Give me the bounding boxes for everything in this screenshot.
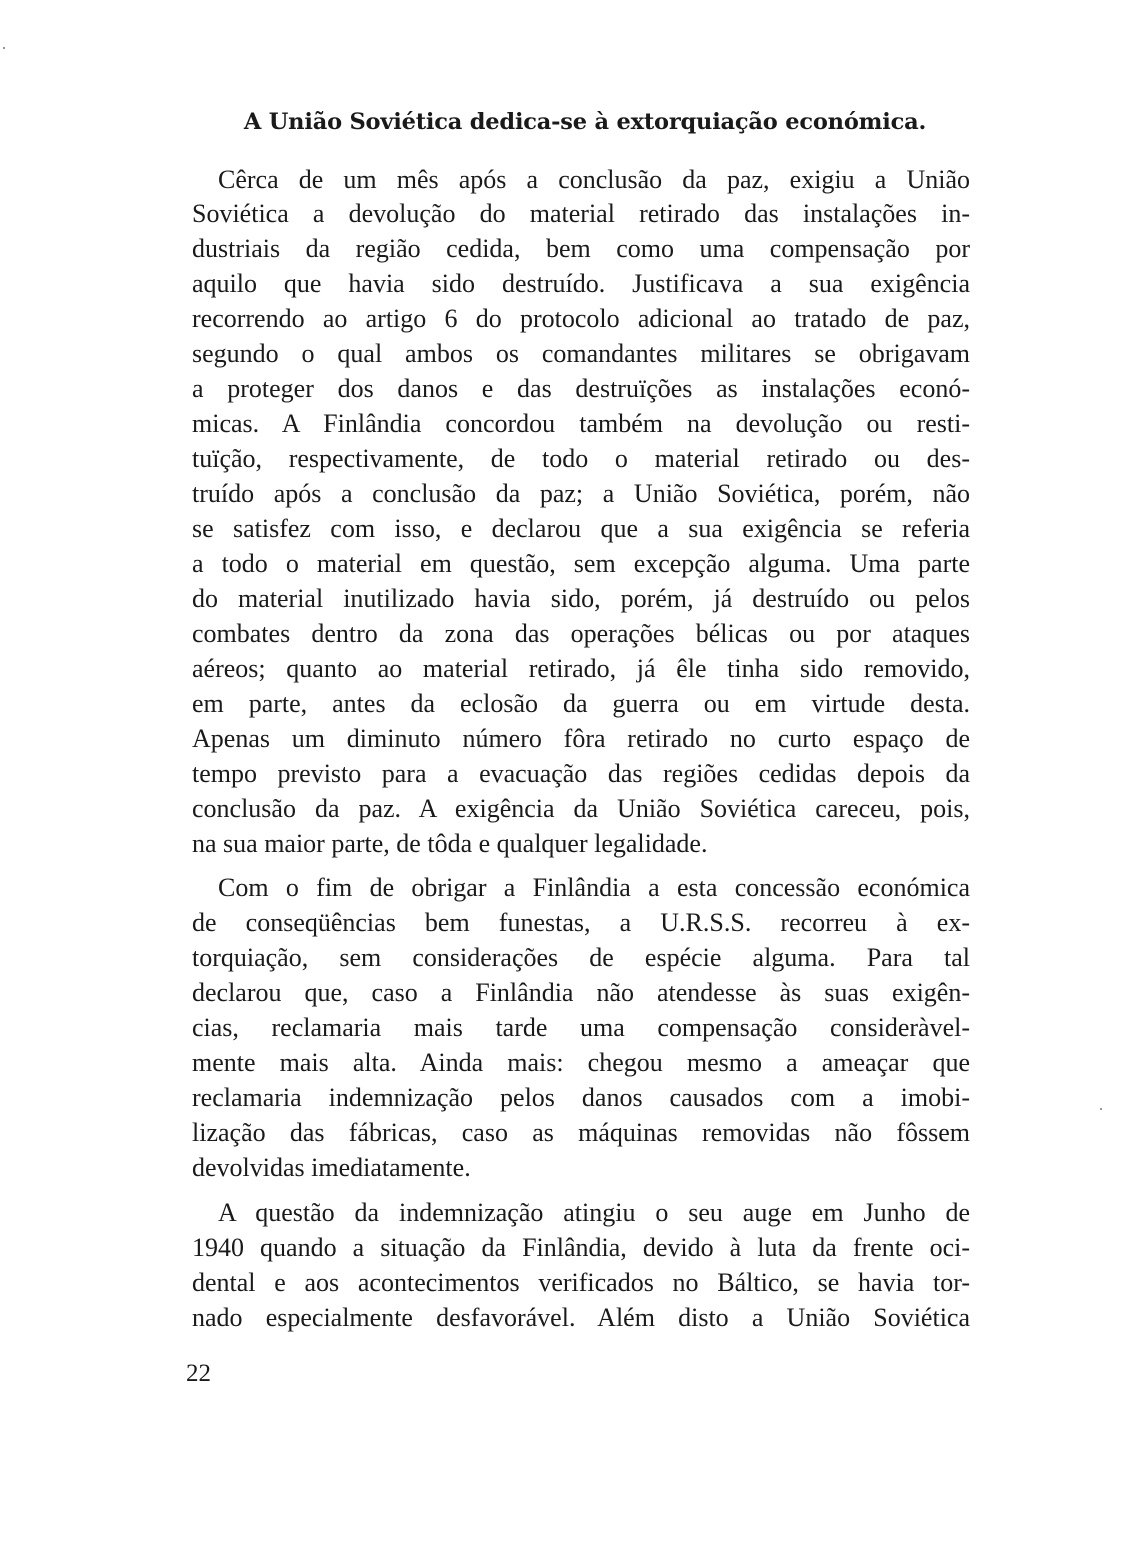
paragraph-1-line: combates dentro da zona das operações bélicas ou por ataques — [192, 619, 970, 648]
paragraph-3-line: 1940 quando a situação da Finlândia, devido à luta da frente oci- — [192, 1233, 970, 1262]
paragraph-1-line: tuïção, respectivamente, de todo o material retirado ou des- — [192, 444, 970, 473]
paragraph-3-line: A questão da indemnização atingiu o seu auge em Junho de — [218, 1198, 970, 1227]
paragraph-1-line: conclusão da paz. A exigência da União Soviética careceu, pois, — [192, 794, 970, 823]
paragraph-1-line: aquilo que havia sido destruído. Justificava a sua exigência — [192, 269, 970, 298]
paragraph-1-line: Apenas um diminuto número fôra retirado no curto espaço de — [192, 724, 970, 753]
paragraph-2-line: declarou que, caso a Finlândia não atendesse às suas exigên- — [192, 978, 970, 1007]
paragraph-2-line: Com o fim de obrigar a Finlândia a esta concessão económica — [218, 873, 970, 902]
paragraph-1-line: do material inutilizado havia sido, porém, já destruído ou pelos — [192, 584, 970, 613]
paragraph-2-line: mente mais alta. Ainda mais: chegou mesmo a ameaçar que — [192, 1048, 970, 1077]
paragraph-1-line: na sua maior parte, de tôda e qualquer legalidade. — [192, 829, 708, 858]
scan-speck — [1100, 1108, 1102, 1110]
paragraph-1-line: truído após a conclusão da paz; a União Soviética, porém, não — [192, 479, 970, 508]
paragraph-1-line: a todo o material em questão, sem excepção alguma. Uma parte — [192, 549, 970, 578]
paragraph-2-line: cias, reclamaria mais tarde uma compensação consideràvel- — [192, 1013, 970, 1042]
paragraph-1-line: se satisfez com isso, e declarou que a sua exigência se referia — [192, 514, 970, 543]
paragraph-2-line: de conseqüências bem funestas, a U.R.S.S. recorreu à ex- — [192, 908, 970, 937]
paragraph-3-line: dental e aos acontecimentos verificados no Báltico, se havia tor- — [192, 1268, 970, 1297]
paragraph-1-line: segundo o qual ambos os comandantes militares se obrigavam — [192, 339, 970, 368]
paragraph-3-line: nado especialmente desfavorável. Além disto a União Soviética — [192, 1303, 970, 1332]
paragraph-1-line: tempo previsto para a evacuação das regiões cedidas depois da — [192, 759, 970, 788]
paragraph-2-line: reclamaria indemnização pelos danos causados com a imobi- — [192, 1083, 970, 1112]
paragraph-1-line: recorrendo ao artigo 6 do protocolo adicional ao tratado de paz, — [192, 304, 970, 333]
paragraph-2-line: torquiação, sem considerações de espécie alguma. Para tal — [192, 943, 970, 972]
scan-speck — [3, 47, 5, 49]
paragraph-1-line: micas. A Finlândia concordou também na devolução ou resti- — [192, 409, 970, 438]
paragraph-1-line: dustriais da região cedida, bem como uma compensação por — [192, 234, 970, 263]
paragraph-1-line: aéreos; quanto ao material retirado, já êle tinha sido removido, — [192, 654, 970, 683]
paragraph-2-line: devolvidas imediatamente. — [192, 1153, 471, 1182]
paragraph-1-line: Soviética a devolução do material retirado das instalações in- — [192, 199, 970, 228]
paragraph-1-line: a proteger dos danos e das destruïções as instalações econó- — [192, 374, 970, 403]
paragraph-1-line: Cêrca de um mês após a conclusão da paz, exigiu a União — [218, 165, 970, 194]
paragraph-2-line: lização das fábricas, caso as máquinas removidas não fôssem — [192, 1118, 970, 1147]
paragraph-1-line: em parte, antes da eclosão da guerra ou em virtude desta. — [192, 689, 970, 718]
section-heading: A União Soviética dedica-se à extorquiação económica. — [243, 109, 927, 135]
page-number: 22 — [186, 1360, 211, 1387]
